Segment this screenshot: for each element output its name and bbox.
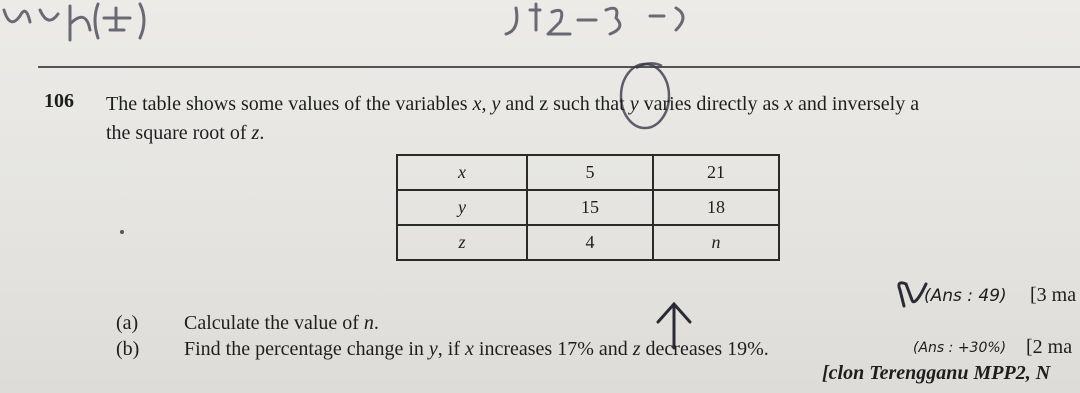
table-cell: 21 (653, 155, 779, 190)
table-cell: n (653, 225, 779, 260)
stem-line-2: the square root of z. (106, 122, 265, 144)
part-a-answer: (Ans : 49) (924, 286, 1007, 306)
table-row (397, 155, 779, 190)
question-stem (106, 90, 919, 148)
part-b-label: (b) (116, 338, 140, 360)
question-number: 106 (44, 90, 74, 112)
ruled-line (38, 66, 1080, 68)
part-b-text: Find the percentage change in y, if x increases 17% and z decreases 19%. (184, 338, 769, 360)
stem-line-1: The table shows some values of the variables x, y and z such that y varies directly as x and inversely a (106, 93, 920, 115)
part-b-marks: [2 ma (1026, 336, 1073, 358)
table-row (397, 190, 779, 225)
table-cell: 5 (527, 155, 653, 190)
table-header-cell: y (397, 190, 527, 225)
table-header-cell: x (397, 155, 527, 190)
table-header-cell: z (397, 225, 527, 260)
table-cell: 18 (653, 190, 779, 225)
values-table (396, 154, 780, 261)
table-row (397, 225, 779, 260)
source-citation: [clon Terengganu MPP2, N (822, 362, 1051, 384)
table-cell: 15 (527, 190, 653, 225)
table-cell: 4 (527, 225, 653, 260)
part-a-marks: [3 ma (1030, 284, 1077, 306)
part-a-text: Calculate the value of n. (184, 312, 379, 334)
part-a-label: (a) (116, 312, 139, 334)
part-b-answer: (Ans : +30%) (913, 340, 1007, 356)
